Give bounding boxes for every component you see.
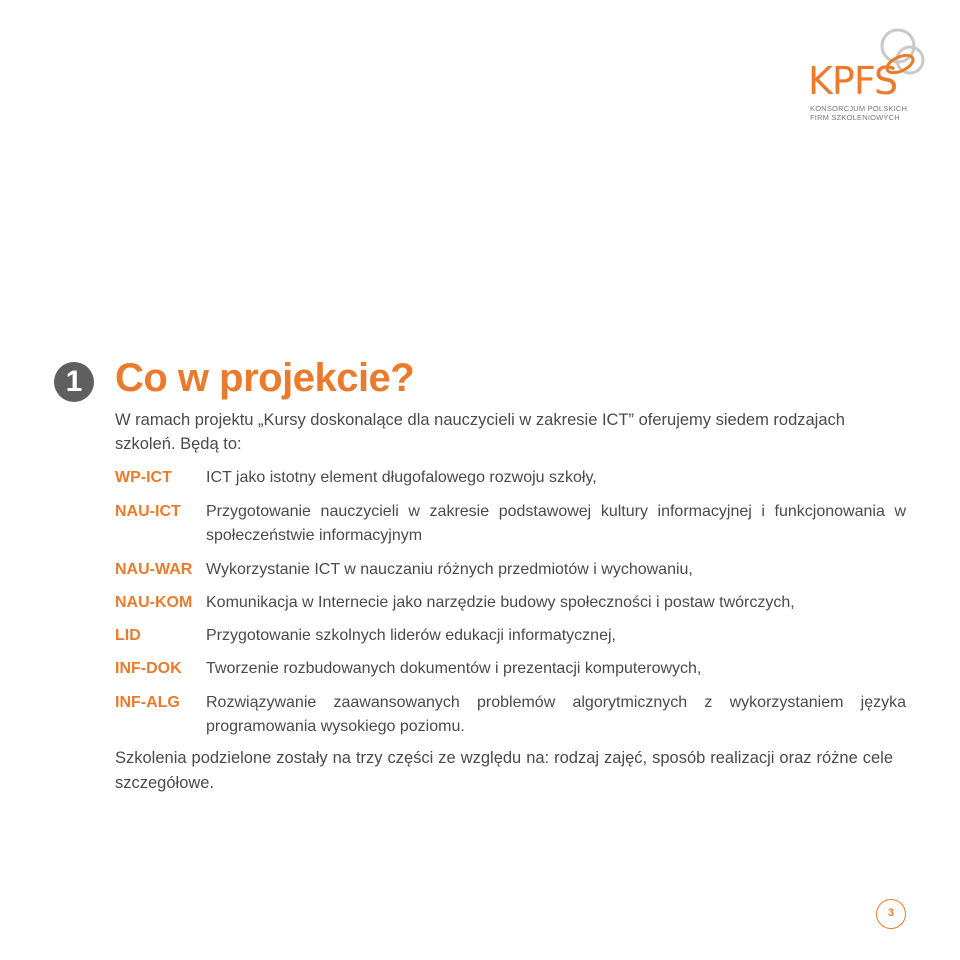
training-description: Przygotowanie szkolnych liderów edukacji informatycznej,	[206, 627, 616, 644]
logo-subtitle-line1: KONSORCJUM POLSKICH	[810, 104, 908, 113]
training-description: Wykorzystanie ICT w nauczaniu różnych przedmiotów i wychowaniu,	[206, 561, 693, 578]
training-code: LID	[115, 627, 141, 644]
training-code: NAU-KOM	[115, 594, 193, 611]
training-code: WP-ICT	[115, 469, 172, 486]
training-description: Tworzenie rozbudowanych dokumentów i prezentacji komputerowych,	[206, 660, 702, 677]
training-code: INF-ALG	[115, 694, 180, 711]
page-number-badge: 3	[876, 899, 906, 929]
kpfs-logo	[808, 26, 928, 126]
training-code: INF-DOK	[115, 660, 182, 677]
logo-wordmark: KPFS	[808, 59, 898, 103]
training-code: NAU-WAR	[115, 561, 193, 578]
section-title: Co w projekcie?	[115, 356, 415, 400]
training-code: NAU-ICT	[115, 503, 181, 520]
logo-subtitle	[810, 104, 907, 122]
training-description: Komunikacja w Internecie jako narzędzie budowy społeczności i postaw twórczych,	[206, 594, 795, 611]
training-description: ICT jako istotny element długofalowego rozwoju szkoły,	[206, 469, 597, 486]
training-description: Przygotowanie nauczycieli w zakresie podstawowej kultury informacyjnej i funkcjonowania w społeczeństwie informacyjnym	[206, 503, 906, 544]
training-description: Rozwiązywanie zaawansowanych problemów algorytmicznych z wykorzystaniem języka programowania wysokiego poziomu.	[206, 694, 906, 735]
intro-paragraph: W ramach projektu „Kursy doskonalące dla nauczycieli w zakresie ICT” oferujemy siedem rodzajach szkoleń. Będą to:	[115, 411, 845, 453]
closing-paragraph: Szkolenia podzielone zostały na trzy części ze względu na: rodzaj zajęć, sposób realizacji oraz różne cele szczegółowe.	[115, 749, 893, 792]
section-number-badge: 1	[54, 362, 94, 402]
logo-subtitle-line2: FIRM SZKOLENIOWYCH	[810, 113, 900, 122]
